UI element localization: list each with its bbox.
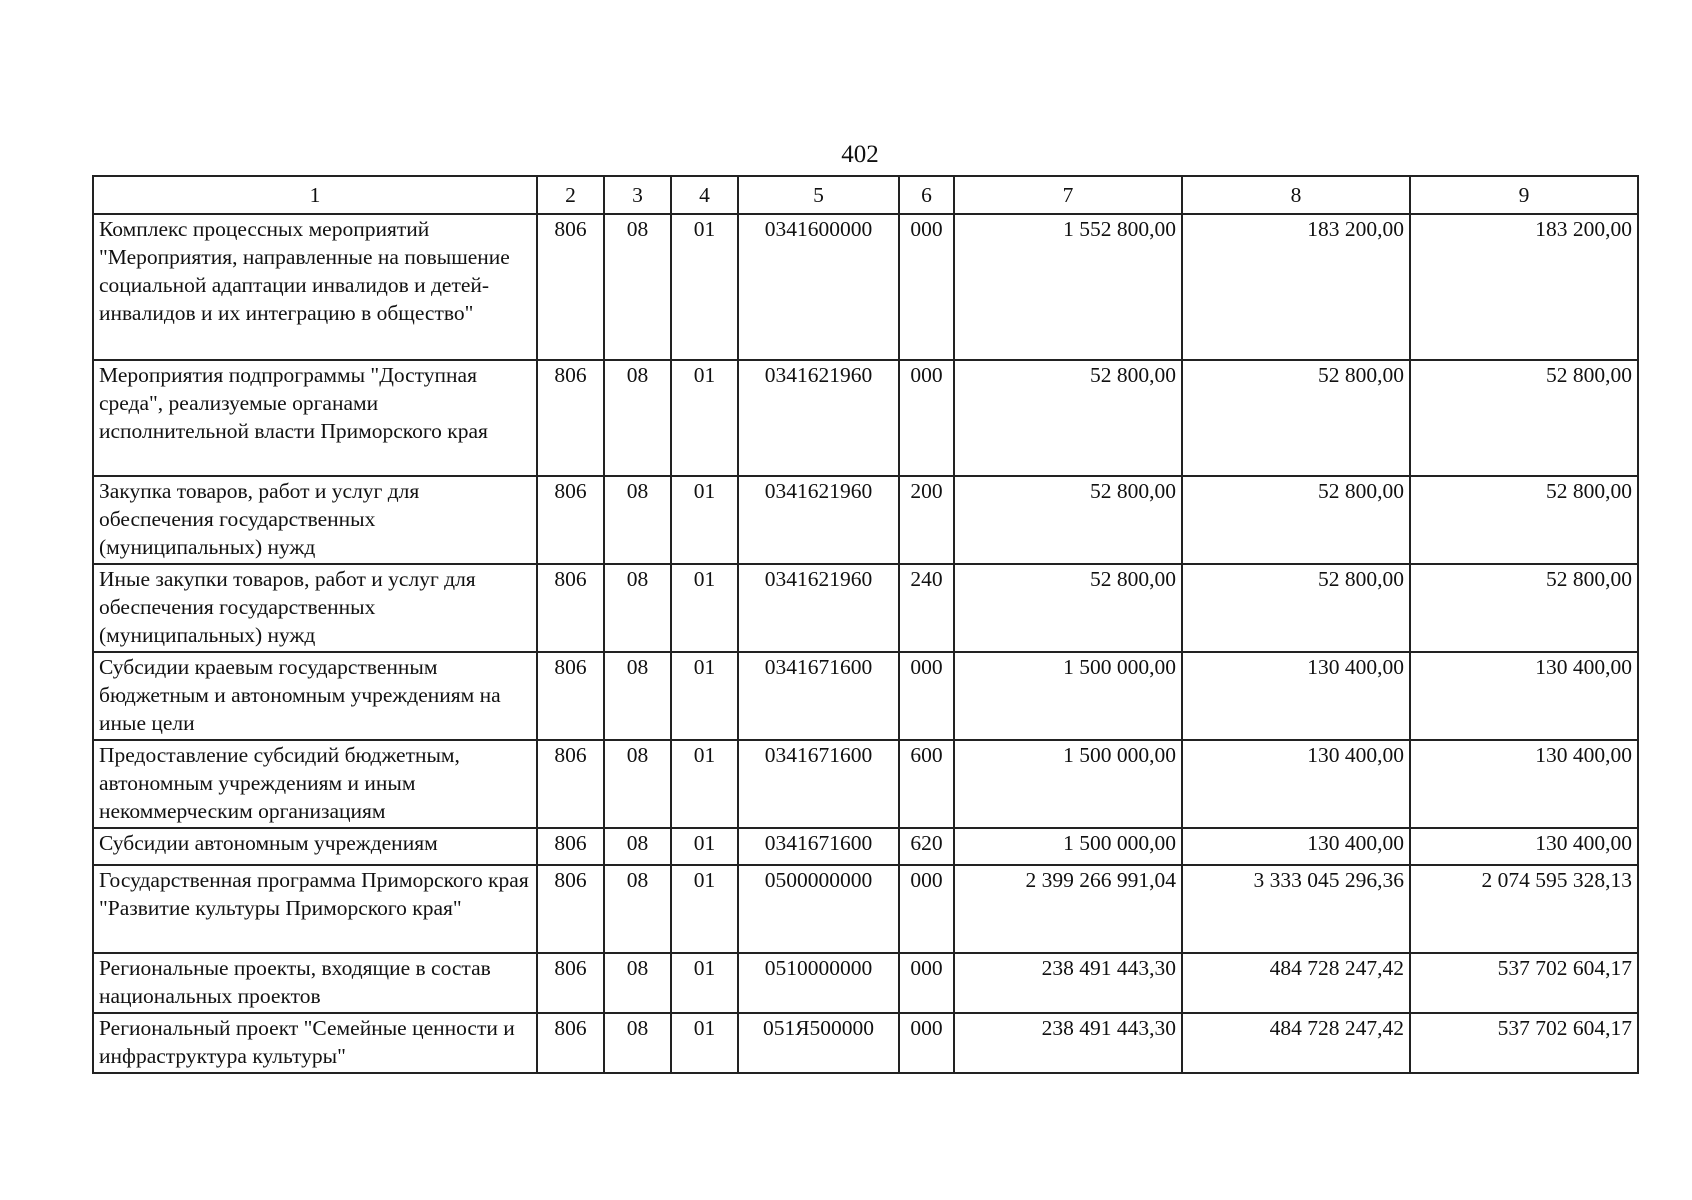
row-code-section: 08 xyxy=(604,476,671,564)
header-row xyxy=(93,176,1638,214)
row-code-section: 08 xyxy=(604,740,671,828)
table-row xyxy=(93,1013,1638,1073)
row-amount-col8: 130 400,00 xyxy=(1182,828,1410,865)
row-code-section: 08 xyxy=(604,214,671,360)
row-amount-col9: 183 200,00 xyxy=(1410,214,1638,360)
row-amount-col9: 130 400,00 xyxy=(1410,828,1638,865)
row-code-subsection: 01 xyxy=(671,865,738,953)
row-code-ministry: 806 xyxy=(537,740,604,828)
row-code-ministry: 806 xyxy=(537,953,604,1013)
row-amount-col9: 52 800,00 xyxy=(1410,564,1638,652)
row-amount-col7: 1 500 000,00 xyxy=(954,828,1182,865)
budget-table xyxy=(92,175,1639,1074)
header-col-1: 1 xyxy=(93,176,537,214)
row-amount-col7: 52 800,00 xyxy=(954,360,1182,476)
row-amount-col9: 2 074 595 328,13 xyxy=(1410,865,1638,953)
header-col-3: 3 xyxy=(604,176,671,214)
row-code-target: 0341621960 xyxy=(738,476,899,564)
table-row xyxy=(93,740,1638,828)
table-header xyxy=(93,176,1638,214)
row-code-section: 08 xyxy=(604,360,671,476)
row-code-subsection: 01 xyxy=(671,360,738,476)
row-code-expense-type: 000 xyxy=(899,360,954,476)
row-amount-col9: 130 400,00 xyxy=(1410,740,1638,828)
row-amount-col7: 1 552 800,00 xyxy=(954,214,1182,360)
row-amount-col7: 238 491 443,30 xyxy=(954,1013,1182,1073)
row-amount-col8: 3 333 045 296,36 xyxy=(1182,865,1410,953)
row-name: Региональные проекты, входящие в состав национальных проектов xyxy=(93,953,537,1013)
row-code-section: 08 xyxy=(604,1013,671,1073)
header-col-4: 4 xyxy=(671,176,738,214)
row-code-expense-type: 000 xyxy=(899,652,954,740)
row-code-section: 08 xyxy=(604,828,671,865)
row-code-subsection: 01 xyxy=(671,740,738,828)
row-code-target: 0341671600 xyxy=(738,740,899,828)
row-code-target: 0341671600 xyxy=(738,828,899,865)
row-code-expense-type: 620 xyxy=(899,828,954,865)
row-amount-col7: 1 500 000,00 xyxy=(954,652,1182,740)
table-row xyxy=(93,564,1638,652)
row-amount-col9: 537 702 604,17 xyxy=(1410,953,1638,1013)
row-code-expense-type: 600 xyxy=(899,740,954,828)
header-col-9: 9 xyxy=(1410,176,1638,214)
header-col-5: 5 xyxy=(738,176,899,214)
header-col-6: 6 xyxy=(899,176,954,214)
table-row xyxy=(93,652,1638,740)
row-code-section: 08 xyxy=(604,953,671,1013)
row-amount-col8: 52 800,00 xyxy=(1182,360,1410,476)
row-amount-col7: 2 399 266 991,04 xyxy=(954,865,1182,953)
row-amount-col7: 52 800,00 xyxy=(954,476,1182,564)
row-code-subsection: 01 xyxy=(671,564,738,652)
row-name: Государственная программа Приморского края "Развитие культуры Приморского края" xyxy=(93,865,537,953)
table-row xyxy=(93,214,1638,360)
row-code-target: 0341671600 xyxy=(738,652,899,740)
table-row xyxy=(93,953,1638,1013)
row-name: Комплекс процессных мероприятий "Мероприятия, направленные на повышение социальной адаптации инвалидов и детей-инвалидов и их интеграцию в общество" xyxy=(93,214,537,360)
row-code-subsection: 01 xyxy=(671,828,738,865)
row-code-ministry: 806 xyxy=(537,214,604,360)
row-code-section: 08 xyxy=(604,652,671,740)
row-code-ministry: 806 xyxy=(537,828,604,865)
row-code-subsection: 01 xyxy=(671,476,738,564)
row-code-target: 0341621960 xyxy=(738,360,899,476)
row-code-expense-type: 000 xyxy=(899,1013,954,1073)
row-name: Иные закупки товаров, работ и услуг для обеспечения государственных (муниципальных) нужд xyxy=(93,564,537,652)
row-amount-col8: 183 200,00 xyxy=(1182,214,1410,360)
row-code-ministry: 806 xyxy=(537,564,604,652)
row-code-section: 08 xyxy=(604,564,671,652)
row-amount-col8: 52 800,00 xyxy=(1182,476,1410,564)
row-amount-col9: 52 800,00 xyxy=(1410,360,1638,476)
table-row xyxy=(93,865,1638,953)
row-code-expense-type: 000 xyxy=(899,953,954,1013)
row-code-expense-type: 200 xyxy=(899,476,954,564)
row-code-target: 0510000000 xyxy=(738,953,899,1013)
row-code-ministry: 806 xyxy=(537,476,604,564)
row-amount-col9: 130 400,00 xyxy=(1410,652,1638,740)
row-code-ministry: 806 xyxy=(537,865,604,953)
row-code-subsection: 01 xyxy=(671,214,738,360)
row-code-expense-type: 000 xyxy=(899,214,954,360)
row-code-subsection: 01 xyxy=(671,652,738,740)
header-col-7: 7 xyxy=(954,176,1182,214)
header-col-8: 8 xyxy=(1182,176,1410,214)
row-code-subsection: 01 xyxy=(671,1013,738,1073)
row-name: Закупка товаров, работ и услуг для обеспечения государственных (муниципальных) нужд xyxy=(93,476,537,564)
row-code-ministry: 806 xyxy=(537,360,604,476)
row-amount-col8: 484 728 247,42 xyxy=(1182,953,1410,1013)
row-code-target: 0341600000 xyxy=(738,214,899,360)
row-amount-col8: 130 400,00 xyxy=(1182,652,1410,740)
row-code-subsection: 01 xyxy=(671,953,738,1013)
header-col-2: 2 xyxy=(537,176,604,214)
row-code-target: 051Я500000 xyxy=(738,1013,899,1073)
row-name: Субсидии краевым государственным бюджетным и автономным учреждениям на иные цели xyxy=(93,652,537,740)
row-name: Предоставление субсидий бюджетным, автономным учреждениям и иным некоммерческим организациям xyxy=(93,740,537,828)
row-code-target: 0500000000 xyxy=(738,865,899,953)
row-code-section: 08 xyxy=(604,865,671,953)
row-code-expense-type: 000 xyxy=(899,865,954,953)
table-row xyxy=(93,476,1638,564)
row-amount-col7: 238 491 443,30 xyxy=(954,953,1182,1013)
row-code-ministry: 806 xyxy=(537,1013,604,1073)
row-amount-col7: 52 800,00 xyxy=(954,564,1182,652)
row-code-expense-type: 240 xyxy=(899,564,954,652)
row-name: Мероприятия подпрограммы "Доступная среда", реализуемые органами исполнительной власти Приморского края xyxy=(93,360,537,476)
row-amount-col8: 484 728 247,42 xyxy=(1182,1013,1410,1073)
row-code-target: 0341621960 xyxy=(738,564,899,652)
row-code-ministry: 806 xyxy=(537,652,604,740)
row-amount-col7: 1 500 000,00 xyxy=(954,740,1182,828)
table-body xyxy=(93,214,1638,1073)
row-amount-col8: 52 800,00 xyxy=(1182,564,1410,652)
row-name: Субсидии автономным учреждениям xyxy=(93,828,537,865)
row-amount-col9: 52 800,00 xyxy=(1410,476,1638,564)
page-number: 402 xyxy=(841,141,879,168)
row-amount-col9: 537 702 604,17 xyxy=(1410,1013,1638,1073)
table-row xyxy=(93,828,1638,865)
table-row xyxy=(93,360,1638,476)
row-amount-col8: 130 400,00 xyxy=(1182,740,1410,828)
row-name: Региональный проект "Семейные ценности и инфраструктура культуры" xyxy=(93,1013,537,1073)
